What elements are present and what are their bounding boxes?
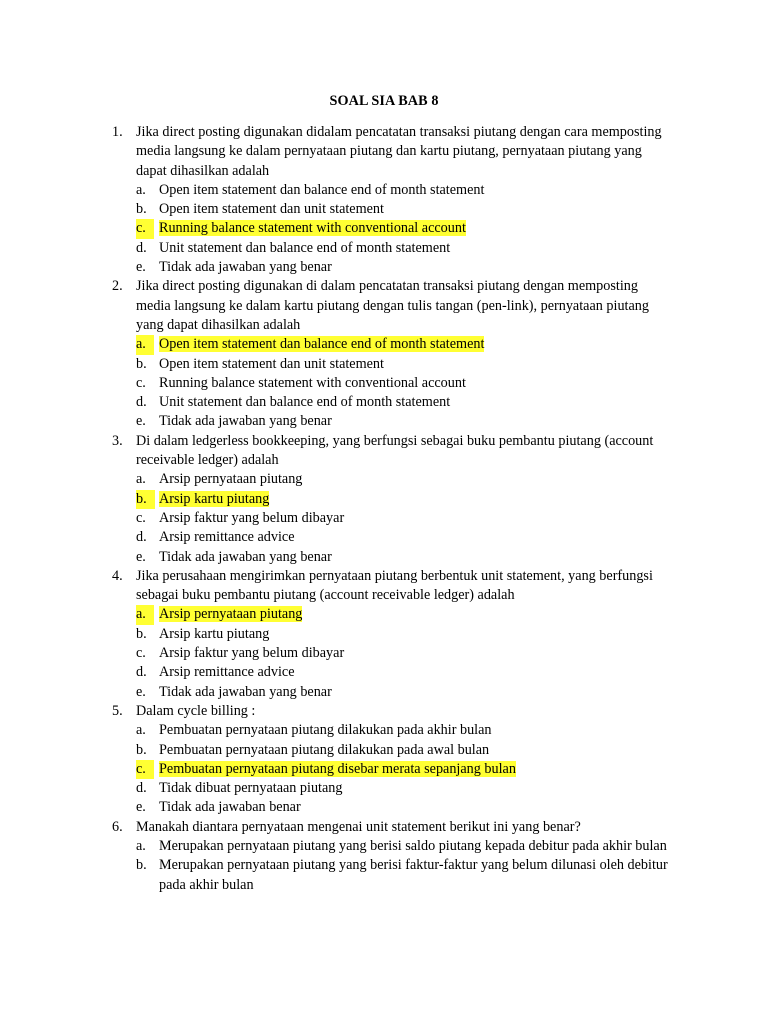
option-text: Arsip kartu piutang: [159, 490, 270, 507]
option-text: Pembuatan pernyataan piutang dilakukan pada awal bulan: [159, 741, 490, 758]
answer-option: [136, 605, 676, 624]
option-letter: d.: [136, 664, 147, 681]
option-text: Open item statement dan unit statement: [159, 355, 384, 372]
question-number: 6.: [112, 818, 123, 835]
answer-option: [136, 470, 676, 489]
option-letter: a.: [136, 181, 146, 198]
answer-option: [136, 548, 676, 567]
answer-option: [136, 258, 676, 277]
option-text: Arsip remittance advice: [159, 529, 295, 546]
option-text: Running balance statement with conventional account: [159, 220, 466, 237]
option-letter: d.: [136, 529, 147, 546]
answer-option: [136, 528, 676, 547]
option-content: [159, 471, 302, 487]
answer-option: [136, 721, 676, 740]
answer-options: [136, 470, 676, 566]
question-text: Dalam cycle billing :: [136, 702, 256, 719]
question-text: Jika direct posting digunakan di dalam pencatatan transaksi piutang dengan memposting media langsung ke dalam kartu piutang dengan tulis tangan (pen-link), pernyataan piutang yang dapat dihasilkan adalah: [136, 278, 649, 333]
option-text: Merupakan pernyataan piutang yang berisi saldo piutang kepada debitur pada akhir bulan: [159, 837, 667, 854]
option-letter: c.: [136, 645, 146, 662]
option-text: Arsip pernyataan piutang: [159, 471, 303, 488]
option-content: [159, 664, 295, 680]
option-content: [159, 356, 384, 372]
option-content: [159, 394, 450, 410]
page-title: SOAL SIA BAB 8: [329, 93, 439, 109]
option-letter: d.: [136, 239, 147, 256]
option-content: [159, 645, 344, 661]
answer-option: [136, 625, 676, 644]
option-text: Pembuatan pernyataan piutang disebar merata sepanjang bulan: [159, 760, 516, 777]
option-text: Pembuatan pernyataan piutang dilakukan pada akhir bulan: [159, 722, 492, 739]
option-text: Merupakan pernyataan piutang yang berisi faktur-faktur yang belum dilunasi oleh debitur pada akhir bulan: [159, 857, 668, 893]
option-letter: b.: [136, 355, 147, 372]
option-content: [159, 684, 332, 700]
option-content: [159, 529, 295, 545]
option-letter: b.: [136, 490, 155, 509]
question-number: 5.: [112, 702, 123, 719]
answer-option: [136, 741, 676, 760]
option-content: [159, 413, 332, 429]
answer-option: [136, 412, 676, 431]
answer-option: [136, 490, 676, 509]
option-text: Running balance statement with conventional account: [159, 374, 466, 391]
option-content: [159, 549, 332, 565]
option-text: Open item statement dan unit statement: [159, 201, 384, 218]
option-content: [159, 201, 384, 217]
option-text: Tidak ada jawaban yang benar: [159, 548, 332, 565]
answer-option: [136, 335, 676, 354]
question-number: 1.: [112, 124, 123, 140]
answer-option: [136, 798, 676, 817]
option-letter: d.: [136, 780, 147, 797]
option-letter: e.: [136, 548, 146, 565]
option-content: [159, 626, 269, 642]
option-text: Arsip kartu piutang: [159, 625, 270, 642]
answer-option: [136, 509, 676, 528]
question-4: [0, 567, 676, 702]
question-6: [0, 818, 676, 895]
option-content: [159, 182, 484, 198]
highlighted-answer: [159, 606, 302, 622]
question-text: Jika perusahaan mengirimkan pernyataan piutang berbentuk unit statement, yang berfungsi sebagai buku pembantu piutang (account receivable ledger) adalah: [136, 567, 653, 604]
answer-options: [136, 181, 676, 277]
highlighted-answer: [159, 491, 269, 507]
question-list: [0, 123, 768, 895]
question-3: [0, 432, 676, 567]
option-letter: e.: [136, 799, 146, 816]
option-text: Unit statement dan balance end of month statement: [159, 239, 451, 256]
answer-option: [136, 760, 676, 779]
option-letter: e.: [136, 683, 146, 700]
option-text: Tidak ada jawaban yang benar: [159, 683, 332, 700]
question-number: 3.: [112, 432, 123, 449]
answer-option: [136, 644, 676, 663]
option-letter: a.: [136, 471, 146, 488]
option-letter: a.: [136, 335, 154, 354]
question-number: 4.: [112, 567, 123, 584]
option-content: [159, 510, 344, 526]
answer-option: [136, 837, 676, 856]
option-content: [159, 742, 489, 758]
question-text: Manakah diantara pernyataan mengenai unit statement berikut ini yang benar?: [136, 818, 581, 835]
answer-option: [136, 219, 676, 238]
option-letter: c.: [136, 760, 154, 779]
option-content: [159, 780, 342, 796]
option-letter: a.: [136, 837, 146, 854]
question-text: Di dalam ledgerless bookkeeping, yang berfungsi sebagai buku pembantu piutang (account receivable ledger) adalah: [136, 432, 654, 469]
question-text: Jika direct posting digunakan didalam pencatatan transaksi piutang dengan cara memposting media langsung ke dalam pernyataan piutang dan kartu piutang, pernyataan piutang yang dapat dihasilkan adalah: [136, 124, 662, 179]
option-letter: c.: [136, 509, 146, 526]
question-1: [0, 123, 676, 277]
option-letter: c.: [136, 374, 146, 391]
answer-option: [136, 239, 676, 258]
answer-option: [136, 683, 676, 702]
highlighted-answer: [159, 761, 516, 777]
option-letter: e.: [136, 413, 146, 430]
option-content: [159, 722, 492, 738]
option-text: Tidak ada jawaban benar: [159, 799, 301, 816]
answer-option: [136, 200, 676, 219]
option-letter: e.: [136, 259, 146, 276]
option-text: Arsip pernyataan piutang: [159, 606, 303, 623]
answer-option: [136, 355, 676, 374]
option-letter: a.: [136, 605, 154, 624]
highlighted-answer: [159, 336, 484, 352]
option-content: [159, 259, 332, 275]
option-text: Arsip remittance advice: [159, 664, 295, 681]
option-letter: a.: [136, 722, 146, 739]
answer-option: [136, 181, 676, 200]
option-text: Open item statement dan balance end of month statement: [159, 181, 485, 198]
answer-options: [136, 721, 676, 817]
answer-option: [136, 393, 676, 412]
question-number: 2.: [112, 278, 123, 295]
option-text: Tidak ada jawaban yang benar: [159, 413, 332, 430]
option-text: Unit statement dan balance end of month statement: [159, 394, 451, 411]
option-content: [159, 799, 301, 815]
option-text: Tidak dibuat pernyataan piutang: [159, 780, 343, 797]
option-text: Tidak ada jawaban yang benar: [159, 259, 332, 276]
answer-options: [136, 605, 676, 701]
highlighted-answer: [159, 220, 466, 236]
option-letter: d.: [136, 394, 147, 411]
option-content: [159, 838, 667, 854]
option-letter: b.: [136, 857, 147, 874]
option-text: Arsip faktur yang belum dibayar: [159, 645, 345, 662]
option-content: [159, 240, 450, 256]
question-2: [0, 277, 676, 431]
question-5: [0, 702, 676, 818]
answer-option: [136, 374, 676, 393]
answer-option: [136, 856, 676, 895]
option-letter: b.: [136, 741, 147, 758]
answer-option: [136, 663, 676, 682]
answer-option: [136, 779, 676, 798]
option-content: [159, 375, 466, 391]
answer-options: [136, 837, 676, 895]
option-letter: b.: [136, 625, 147, 642]
option-letter: c.: [136, 219, 154, 238]
option-content: [159, 857, 668, 892]
option-text: Arsip faktur yang belum dibayar: [159, 509, 345, 526]
option-letter: b.: [136, 201, 147, 218]
answer-options: [136, 335, 676, 431]
option-text: Open item statement dan balance end of month statement: [159, 336, 485, 353]
